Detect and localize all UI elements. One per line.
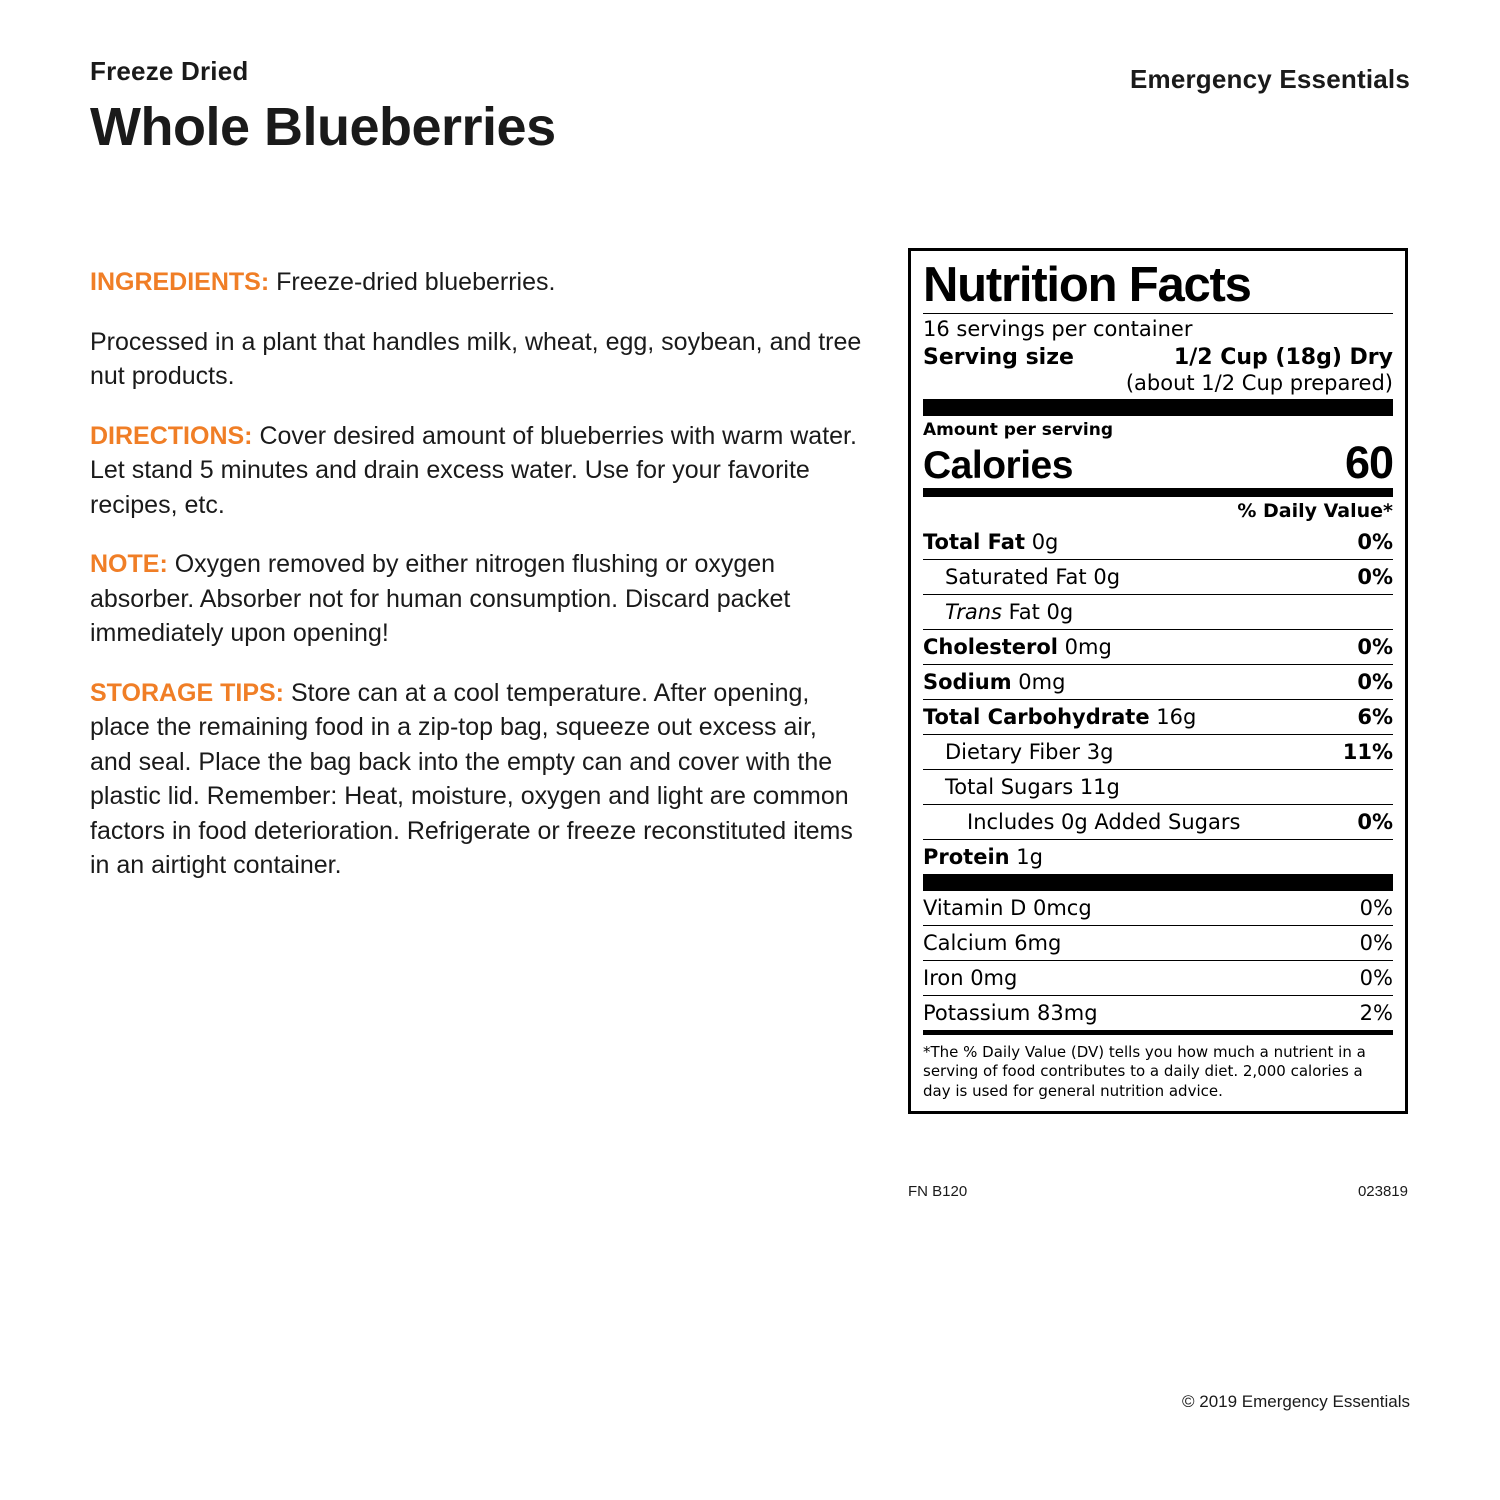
micronutrient-name: Calcium 6mg (923, 930, 1062, 955)
nutrient-name: Total Carbohydrate 16g (923, 704, 1197, 729)
servings-per-container: 16 servings per container (923, 316, 1193, 341)
micronutrient-daily-value: 0% (1359, 965, 1393, 990)
nutrient-daily-value: 0% (1357, 669, 1393, 694)
panel-codes (908, 1183, 1408, 1200)
divider-medium (923, 488, 1393, 497)
daily-value-header: % Daily Value* (1237, 499, 1393, 522)
serving-size-value: 1/2 Cup (18g) Dry (1173, 344, 1393, 370)
calories-value: 60 (1344, 436, 1393, 488)
nutrient-row (923, 630, 1393, 664)
nutrient-daily-value: 11% (1342, 739, 1393, 764)
micronutrient-daily-value: 2% (1359, 1000, 1393, 1025)
micronutrient-name: Vitamin D 0mcg (923, 895, 1092, 920)
nutrient-name: Cholesterol 0mg (923, 634, 1112, 659)
nutrition-facts-title: Nutrition Facts (923, 258, 1251, 312)
serving-size-label: Serving size (923, 344, 1074, 370)
serving-size-sub: (about 1/2 Cup prepared) (1125, 370, 1393, 395)
ingredients-label: INGREDIENTS: (90, 268, 270, 296)
nutrient-name: Protein 1g (923, 844, 1043, 869)
nutrient-name: Saturated Fat 0g (945, 564, 1121, 589)
micronutrient-name: Iron 0mg (923, 965, 1018, 990)
micronutrient-rows (923, 891, 1393, 1030)
serving-size-row (923, 343, 1393, 371)
directions-paragraph (90, 419, 865, 523)
product-code-right: 023819 (1357, 1183, 1408, 1200)
storage-paragraph (90, 676, 865, 883)
nutrient-name: Trans Fat 0g (945, 599, 1074, 624)
nutrient-row (923, 840, 1393, 874)
calories-label: Calories (923, 443, 1073, 487)
nutrient-name: Includes 0g Added Sugars (967, 809, 1241, 834)
nutrient-row (923, 805, 1393, 839)
nutrient-name: Sodium 0mg (923, 669, 1066, 694)
amount-per-serving-label: Amount per serving (923, 419, 1114, 440)
nutrient-rows (923, 525, 1393, 874)
page-header (90, 56, 1410, 186)
product-code-left: FN B120 (908, 1183, 968, 1200)
note-paragraph (90, 547, 865, 651)
storage-tips-text: Store can at a cool temperature. After opening, place the remaining food in a zip-top bag, squeeze out excess air, and seal. Place the bag back into the empty can and cover with the plastic lid. Remember: Heat, moisture, oxygen and light are common factors in food deterioration. Refrigerate or freeze reconstituted items in an airtight container. (90, 678, 853, 879)
nutrient-name: Total Sugars 11g (945, 774, 1120, 799)
nutrient-row (923, 525, 1393, 559)
nutrient-row (923, 560, 1393, 594)
storage-tips-label: STORAGE TIPS: (90, 678, 285, 707)
directions-text: Cover desired amount of blueberries with warm water. Let stand 5 minutes and drain excess water. Use for your favorite recipes, etc. (90, 421, 857, 519)
micronutrient-daily-value: 0% (1359, 895, 1393, 920)
micronutrient-name: Potassium 83mg (923, 1000, 1098, 1025)
micronutrient-row (923, 961, 1393, 995)
nutrient-daily-value: 0% (1357, 809, 1393, 834)
note-label: NOTE: (90, 550, 168, 578)
micronutrient-row (923, 891, 1393, 925)
micronutrient-row (923, 926, 1393, 960)
nutrient-name: Total Fat 0g (923, 529, 1059, 554)
ingredients-paragraph (90, 265, 865, 300)
nutrient-row (923, 770, 1393, 804)
nutrient-daily-value: 0% (1357, 634, 1393, 659)
nutrient-daily-value: 6% (1357, 704, 1393, 729)
micronutrient-daily-value: 0% (1359, 930, 1393, 955)
nutrient-daily-value: 0% (1357, 529, 1393, 554)
directions-label: DIRECTIONS: (90, 421, 253, 450)
note-text: Oxygen removed by either nitrogen flushing or oxygen absorber. Absorber not for human consumption. Discard packet immediately upon opening! (90, 550, 791, 647)
brand-name: Emergency Essentials (1129, 64, 1410, 94)
nutrient-name: Dietary Fiber 3g (945, 739, 1114, 764)
divider-thick (923, 399, 1393, 416)
calories-row (923, 436, 1393, 488)
nutrient-row (923, 595, 1393, 629)
micronutrient-row (923, 996, 1393, 1030)
product-eyebrow: Freeze Dried (90, 56, 249, 86)
nutrient-daily-value: 0% (1357, 564, 1393, 589)
nutrient-row (923, 700, 1393, 734)
page-title: Whole Blueberries (90, 97, 556, 157)
nutrient-row (923, 665, 1393, 699)
divider-thick-2 (923, 874, 1393, 891)
ingredients-text: Freeze-dried blueberries. (269, 268, 556, 296)
nutrition-facts-panel (908, 248, 1408, 1114)
daily-value-footnote: *The % Daily Value (DV) tells you how much a nutrient in a serving of food contributes to a daily diet. 2,000 calories a day is used for general nutrition advice. (923, 1042, 1366, 1100)
copyright-footer: © 2019 Emergency Essentials (1182, 1392, 1410, 1411)
allergen-paragraph: Processed in a plant that handles milk, wheat, egg, soybean, and tree nut products. (90, 327, 862, 390)
nutrient-row (923, 735, 1393, 769)
product-copy (90, 240, 865, 905)
